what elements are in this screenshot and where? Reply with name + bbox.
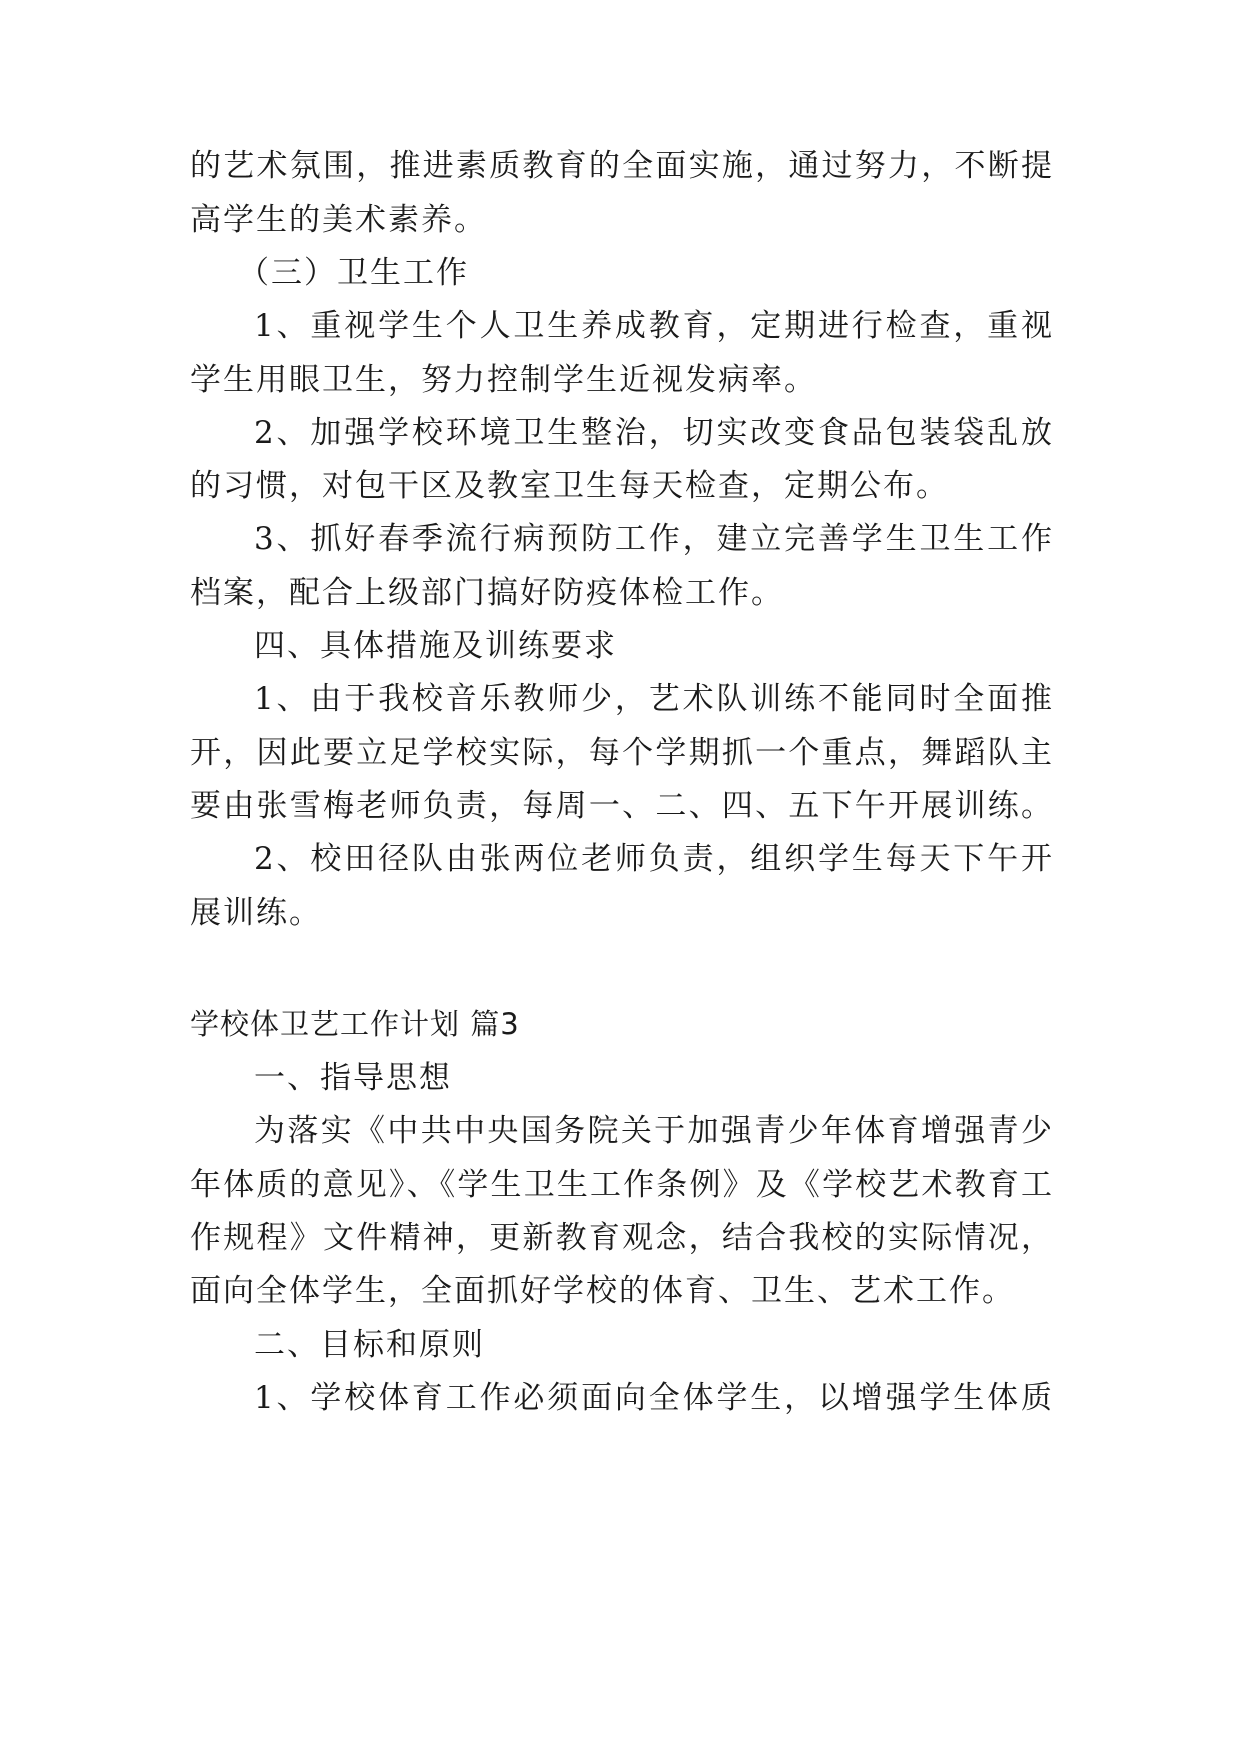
paragraph-line: 的习惯，对包干区及教室卫生每天检查，定期公布。 (190, 468, 949, 504)
paragraph-line: 2、校田径队由张两位老师负责，组织学生每天下午开 (254, 841, 1052, 877)
paragraph-line: 1、重视学生个人卫生养成教育，定期进行检查，重视 (254, 308, 1052, 344)
paragraph-line: 年体质的意见》、《学生卫生工作条例》及《学校艺术教育工 (190, 1167, 1052, 1203)
paragraph-line: 的艺术氛围，推进素质教育的全面实施，通过努力，不断提 (190, 148, 1052, 184)
section-heading: 四、具体措施及训练要求 (254, 628, 617, 664)
paragraph-line: 1、由于我校音乐教师少，艺术队训练不能同时全面推 (254, 681, 1052, 717)
paragraph-line: 学生用眼卫生，努力控制学生近视发病率。 (190, 362, 817, 398)
section-heading: 二、目标和原则 (254, 1327, 485, 1363)
article-title: 学校体卫艺工作计划 篇3 (190, 1007, 520, 1041)
paragraph-line: 作规程》文件精神，更新教育观念，结合我校的实际情况， (190, 1220, 1052, 1256)
paragraph-line: 要由张雪梅老师负责，每周一、二、四、五下午开展训练。 (190, 788, 1052, 824)
paragraph-line: 档案，配合上级部门搞好防疫体检工作。 (190, 575, 784, 611)
paragraph-line: 面向全体学生，全面抓好学校的体育、卫生、艺术工作。 (190, 1273, 1015, 1309)
paragraph-line: 开，因此要立足学校实际，每个学期抓一个重点，舞蹈队主 (190, 735, 1052, 771)
paragraph-line: 为落实《中共中央国务院关于加强青少年体育增强青少 (254, 1113, 1052, 1149)
paragraph-line: 2、加强学校环境卫生整治，切实改变食品包装袋乱放 (254, 415, 1052, 451)
section-heading: 一、指导思想 (254, 1060, 452, 1096)
section-heading: （三）卫生工作 (238, 255, 469, 291)
paragraph-line: 高学生的美术素养。 (190, 202, 487, 238)
paragraph-line: 3、抓好春季流行病预防工作，建立完善学生卫生工作 (254, 521, 1052, 557)
paragraph-line: 1、学校体育工作必须面向全体学生，以增强学生体质 (254, 1380, 1052, 1416)
paragraph-line: 展训练。 (190, 895, 322, 931)
